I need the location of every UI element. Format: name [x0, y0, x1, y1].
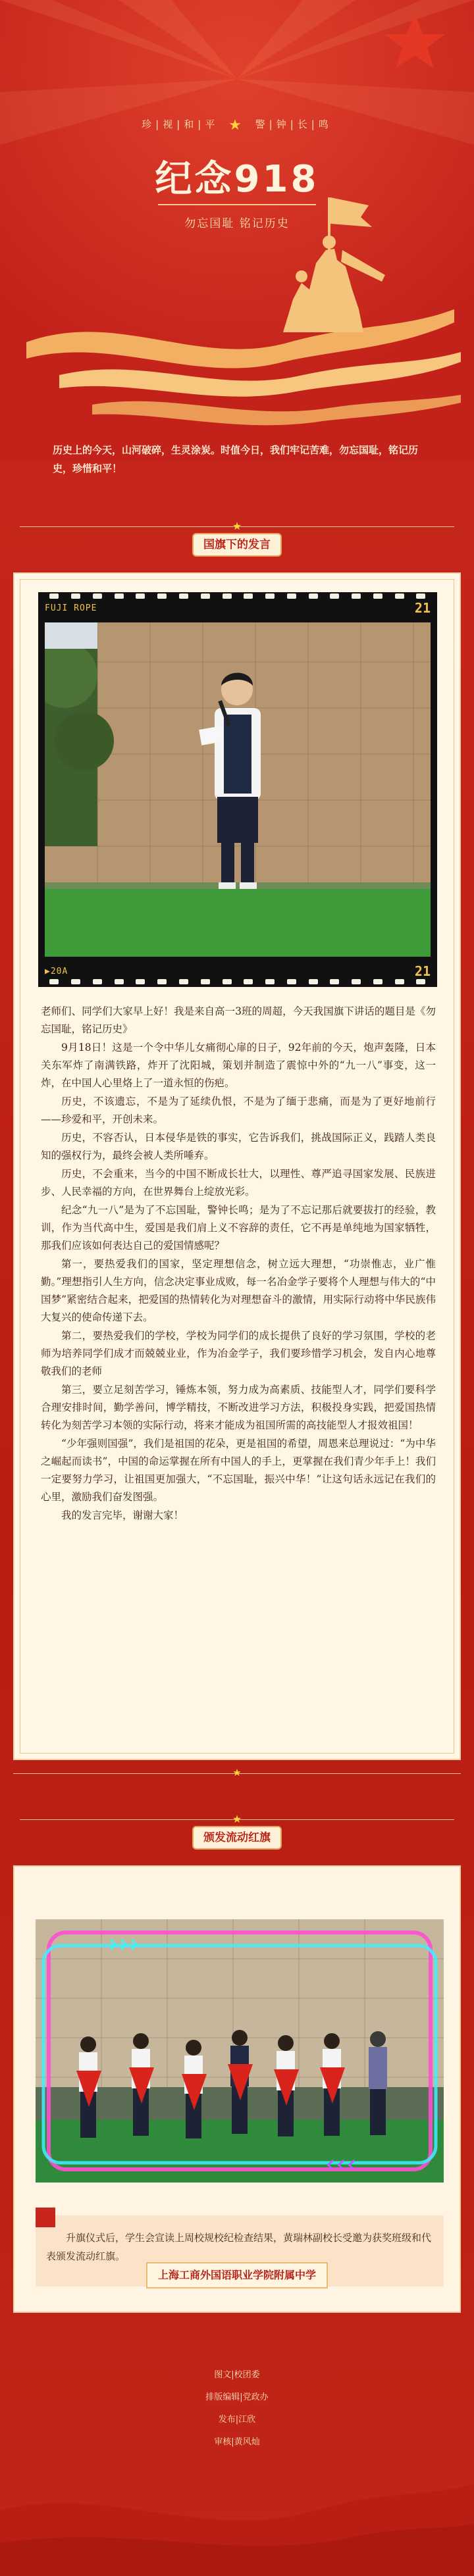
caption-corner: [36, 2208, 55, 2227]
credit-line: 发布|江欣: [218, 2415, 256, 2425]
star-icon: ★: [232, 520, 242, 532]
speech-paragraph: 9月18日！这是一个令中华儿女痛彻心扉的日子，92年前的今天，炮声轰隆，日本关东军炸了南满铁路，炸开了沈阳城，策划并制造了震惊中外的“九一八”事变，这一炸，在中国人心里烙上了一道永恒的伤疤。: [41, 1042, 436, 1089]
star-icon: ★: [228, 117, 246, 134]
speech-text: [41, 1003, 436, 1525]
credit-line: 审核|黄风灿: [214, 2437, 260, 2447]
footer-decoration: [0, 2431, 474, 2576]
speech-paragraph: 历史，不会重来，当今的中国不断成长壮大，以理性、尊严追寻国家发展、民族进步、人民幸福的方向，在世界舞台上绽放光彩。: [41, 1168, 436, 1198]
section1-badge: 国旗下的发言: [192, 533, 282, 557]
section-divider: [13, 1767, 461, 1780]
page-subtitle: 勿忘国耻 铭记历史: [184, 217, 290, 230]
award-caption: 升旗仪式后，学生会宣读上周校规校纪检查结果，黄瑞林副校长受邀为获奖班级和代表颁发流动红旗。: [46, 2232, 432, 2262]
header-background: [0, 0, 474, 461]
header: [0, 0, 474, 474]
page-title: 纪念918: [155, 158, 319, 201]
film-strip-bottom: [38, 963, 437, 979]
award-photo: [36, 1919, 444, 2183]
award-photo-art: [36, 1919, 444, 2183]
speech-paragraph: 纪念“九一八”是为了不忘国耻，警钟长鸣；是为了不忘记那后就要拔打的经验，教训，作为当代高中生，爱国是我们肩上义不容辞的责任，它不再是单纯地为国家牺牲，那我们应该如何表达自己的爱国情感呢？: [41, 1204, 436, 1251]
film-brand: FUJI ROPE: [45, 603, 97, 613]
speech-paragraph: 第二，要热爱我们的学校，学校为同学们的成长提供了良好的学习氛围，学校的老师为培养同学们成才而兢兢业业，作为冶金学子，我们要珍惜学习机会，发自内心地尊敬我们的老师: [41, 1330, 436, 1377]
speech-paragraph: 第一，要热爱我们的国家，坚定理想信念，树立远大理想，“功崇惟志，业广惟勤。”理想指引人生方向，信念决定事业成败，每一名冶金学子要将个人理想与伟大的“中国梦”紧密结合起来，把爱国的热情转化为对理想奋斗的激情，用实际行动将中华民族伟大复兴的使命传递下去。: [41, 1258, 436, 1323]
motto-right: 警|钟|长|鸣: [255, 118, 332, 130]
section2-badge: 颁发流动红旗: [192, 1826, 282, 1850]
star-icon: ★: [232, 1813, 242, 1825]
speaker-photo-art: [45, 622, 431, 957]
section1-header: [0, 520, 474, 559]
speech-paragraph: 历史，不该遗忘，不是为了延续仇恨，不是为了缅于悲痛，而是为了更好地前行——珍爱和平，开创未来。: [41, 1096, 436, 1125]
speaker-photo: [45, 622, 431, 957]
speech-paragraph: “少年强则国强”，我们是祖国的花朵，更是祖国的希望，周恩来总理说过：“为中华之崛起而读书”，中国的命运掌握在所有中国人的手上，更掌握在我们青少年手上！我们一定要努力学习，让祖国更加强大，“不忘国耻，振兴中华！”让这句话永远记在我们的心里，激励我们奋发图强。: [41, 1438, 436, 1503]
star-icon: ★: [232, 1767, 242, 1779]
film-holes-top: [38, 593, 437, 600]
svg-text:›››: ›››: [108, 1929, 140, 1959]
title-divider: [158, 204, 316, 205]
award-card: [13, 1865, 461, 2313]
speech-paragraph: 老师们、同学们大家早上好！我是来自高一3班的周超，今天我国旗下讲话的题目是《勿忘国耻，铭记历史》: [41, 1005, 436, 1035]
speech-card: [13, 572, 461, 1760]
intro-text: 历史上的今天，山河破碎，生灵涂炭。时值今日，我们牢记苦难，勿忘国耻，铭记历史，珍惜和平！: [53, 444, 419, 474]
film-frame-number: 21: [414, 600, 431, 616]
speech-paragraph: 历史，不容否认，日本侵华是铁的事实，它告诉我们，挑战国际正义，践踏人类良知的强权行为，最终会被人类所唾弃。: [41, 1132, 436, 1161]
speech-paragraph: 我的发言完毕，谢谢大家！: [61, 1509, 184, 1521]
film-holes-bottom: [38, 979, 437, 986]
film-frame-number-bottom: 21: [414, 963, 431, 979]
film-code: ▶20A: [45, 966, 68, 976]
school-name: 上海工商外国语职业学院附属中学: [146, 2262, 328, 2288]
film-strip-top: [38, 600, 437, 616]
speech-paragraph: 第三，要立足刻苦学习，锤炼本领，努力成为高素质、技能型人才，同学们要科学合理安排时间，勤学善问，博学精技，不断改进学习方法，积极投身实践，把爱国热情转化为刻苦学习本领的实际行动，将来才能成为祖国所需的高技能型人才报效祖国！: [41, 1384, 436, 1431]
motto-left: 珍|视|和|平: [142, 118, 219, 130]
motto-row: [0, 117, 474, 134]
svg-text:‹‹‹: ‹‹‹: [325, 2149, 357, 2179]
section2-header: [0, 1813, 474, 1852]
credit-line: 排版编辑|党政办: [205, 2392, 269, 2402]
film-photo-frame: [38, 592, 437, 987]
credit-line: 图文|校团委: [214, 2370, 260, 2380]
